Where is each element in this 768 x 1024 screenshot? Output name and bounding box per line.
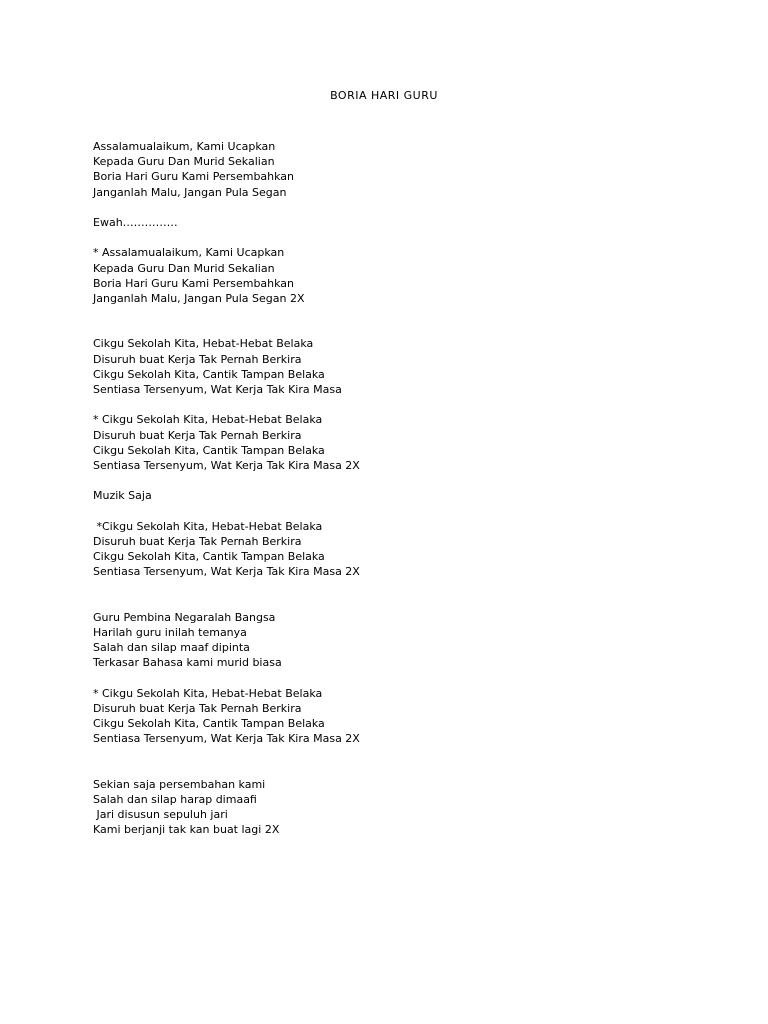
lyric-line: Kepada Guru Dan Murid Sekalian (93, 261, 275, 275)
stanza-10 (93, 777, 713, 838)
lyric-line: Cikgu Sekolah Kita, Cantik Tampan Belaka (93, 550, 325, 564)
lyric-line: Sentiasa Tersenyum, Wat Kerja Tak Kira Masa 2X (93, 458, 360, 472)
stanza-8 (93, 610, 713, 671)
lyrics-body (93, 139, 713, 838)
lyric-line: * Cikgu Sekolah Kita, Hebat-Hebat Belaka (93, 686, 323, 700)
lyric-line: Cikgu Sekolah Kita, Cantik Tampan Belaka (93, 717, 325, 731)
lyric-line: Guru Pembina Negaralah Bangsa (93, 610, 276, 624)
lyric-line: Sekian saja persembahan kami (93, 777, 266, 791)
stanza-spacer (93, 306, 713, 336)
stanza-2 (93, 215, 713, 230)
lyric-line: Assalamualaikum, Kami Ucapkan (93, 140, 276, 153)
lyric-line: Disuruh buat Kerja Tak Pernah Berkira (93, 352, 302, 366)
stanza-9 (93, 686, 713, 747)
lyric-line: Disuruh buat Kerja Tak Pernah Berkira (93, 534, 302, 548)
stanza-5 (93, 412, 713, 473)
lyric-line: Kepada Guru Dan Murid Sekalian (93, 155, 275, 169)
lyric-line: Sentiasa Tersenyum, Wat Kerja Tak Kira Masa 2X (93, 732, 360, 746)
lyric-line: Terkasar Bahasa kami murid biasa (93, 656, 282, 670)
lyric-line: Salah dan silap maaf dipinta (93, 641, 250, 655)
stanza-3 (93, 245, 713, 306)
lyric-line: Ewah…………… (93, 215, 178, 229)
stanza-4 (93, 336, 713, 397)
lyric-line: Janganlah Malu, Jangan Pula Segan 2X (93, 291, 305, 305)
lyric-line: Janganlah Malu, Jangan Pula Segan (93, 185, 287, 199)
stanza-1 (93, 139, 713, 200)
lyric-line: Cikgu Sekolah Kita, Hebat-Hebat Belaka (93, 337, 314, 351)
stanza-6 (93, 488, 713, 503)
stanza-spacer (93, 579, 713, 609)
lyric-line: * Assalamualaikum, Kami Ucapkan (93, 246, 285, 260)
lyric-line: Disuruh buat Kerja Tak Pernah Berkira (93, 428, 302, 442)
stanza-spacer (93, 397, 713, 412)
lyric-line: Boria Hari Guru Kami Persembahkan (93, 170, 295, 184)
lyric-line: Disuruh buat Kerja Tak Pernah Berkira (93, 701, 302, 715)
lyric-line: Cikgu Sekolah Kita, Cantik Tampan Belaka (93, 367, 325, 381)
stanza-spacer (93, 200, 713, 215)
stanza-spacer (93, 230, 713, 245)
stanza-spacer (93, 473, 713, 488)
lyric-line: Harilah guru inilah temanya (93, 626, 247, 640)
lyric-line: *Cikgu Sekolah Kita, Hebat-Hebat Belaka (93, 519, 323, 533)
stanza-7 (93, 519, 713, 580)
page-title: BORIA HARI GURU (330, 89, 438, 102)
lyric-line: Sentiasa Tersenyum, Wat Kerja Tak Kira Masa 2X (93, 565, 360, 579)
stanza-spacer (93, 671, 713, 686)
lyric-line: Boria Hari Guru Kami Persembahkan (93, 276, 295, 290)
lyric-line: Kami berjanji tak kan buat lagi 2X (93, 823, 280, 837)
stanza-spacer (93, 747, 713, 777)
lyric-line: Sentiasa Tersenyum, Wat Kerja Tak Kira Masa (93, 383, 342, 397)
lyric-line: Jari disusun sepuluh jari (93, 808, 228, 822)
stanza-spacer (93, 504, 713, 519)
lyric-line: * Cikgu Sekolah Kita, Hebat-Hebat Belaka (93, 413, 323, 427)
lyric-line: Salah dan silap harap dimaafi (93, 793, 257, 807)
lyric-line: Muzik Saja (93, 489, 152, 503)
lyric-line: Cikgu Sekolah Kita, Cantik Tampan Belaka (93, 443, 325, 457)
